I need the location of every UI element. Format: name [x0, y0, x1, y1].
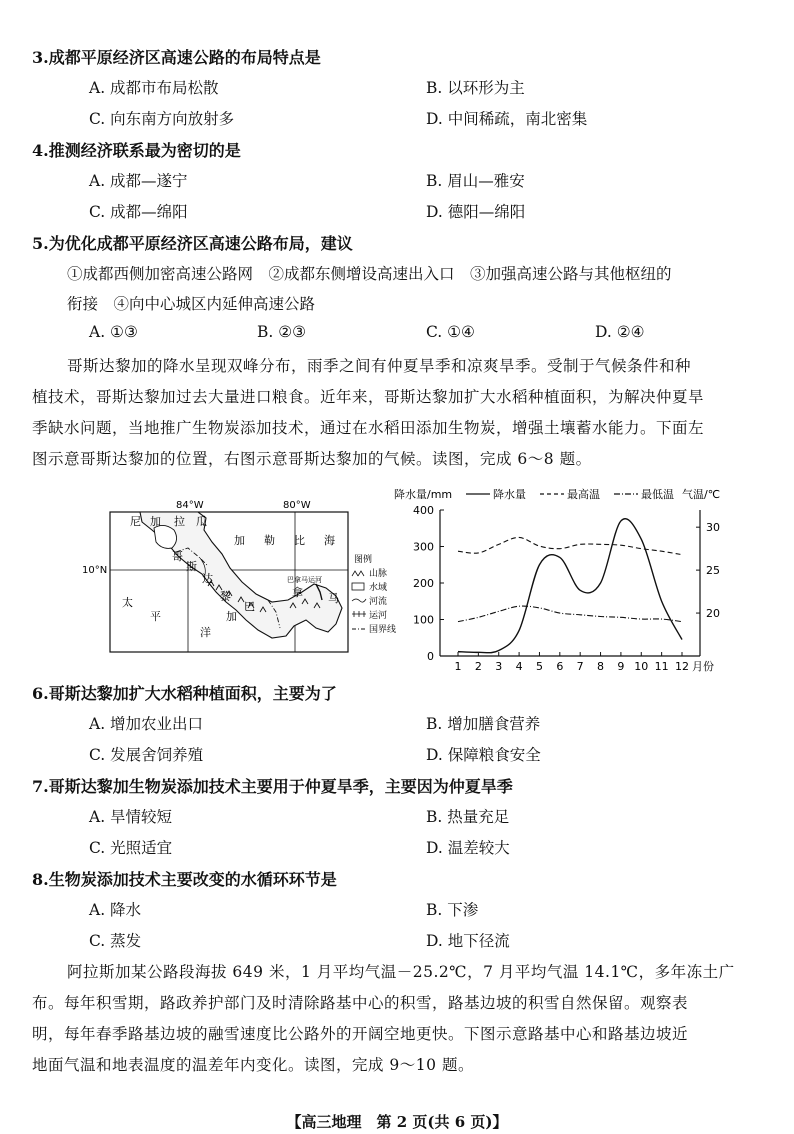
series-line-3 [458, 606, 682, 622]
chart-left-tick-label: 0 [427, 650, 434, 663]
chart-x-tick-label: 2 [474, 660, 482, 673]
q7-option-d: D. 温差较大 [426, 839, 510, 857]
chart-x-tick-label: 12 [675, 660, 689, 673]
label-costa-2: 斯 [186, 560, 197, 573]
legend-item-water: 水域 [369, 583, 388, 593]
chart-x-tick-label: 1 [454, 660, 462, 673]
chart-x-unit-label: 月份 [692, 660, 714, 673]
label-pacific-2: 平 [150, 610, 161, 623]
q4-option-d: D. 德阳—绵阳 [426, 203, 526, 221]
page-footer: 【高三地理 第 2 页(共 6 页)】 [286, 1113, 508, 1131]
question-7-stem: 7.哥斯达黎加生物炭添加技术主要用于仲夏旱季，主要因为仲夏旱季 [32, 777, 513, 796]
label-nicaragua-4: 瓜 [196, 515, 207, 528]
q6-option-d: D. 保障粮食安全 [426, 746, 541, 764]
legend-item-border: 国界线 [369, 625, 397, 635]
chart-axes [413, 504, 720, 673]
label-costa-3: 达 [202, 572, 213, 585]
legend-water-icon [352, 583, 364, 590]
chart-x-tick-label: 9 [617, 660, 625, 673]
q5-statements-line-2: 衔接 ④向中心城区内延伸高速公路 [67, 295, 316, 313]
q6-option-c: C. 发展舍饲养殖 [89, 746, 204, 764]
q5-option-a: A. ①③ [89, 323, 138, 341]
intro-paragraph-2-line-4: 地面气温和地表温度的温差年内变化。读图，完成 9～10 题。 [32, 1056, 474, 1074]
legend-item-river: 河流 [369, 597, 388, 607]
q8-option-a: A. 降水 [89, 901, 142, 919]
q5-option-d: D. ②④ [595, 323, 645, 341]
legend-canal-icon [352, 611, 366, 617]
q6-option-a: A. 增加农业出口 [89, 715, 204, 733]
chart-left-axis-label: 降水量/mm [394, 488, 453, 501]
series-line-2 [458, 537, 682, 554]
q3-option-a: A. 成都市布局松散 [89, 79, 219, 97]
chart-right-tick-label: 25 [706, 564, 720, 578]
label-caribbean-2: 勒 [264, 534, 275, 547]
chart-x-tick-label: 8 [597, 660, 605, 673]
lon-label-84w: 84°W [176, 500, 204, 511]
chart-x-tick-label: 3 [495, 660, 503, 673]
chart-x-tick-label: 11 [654, 660, 669, 673]
series-line-1 [458, 519, 682, 653]
intro-paragraph-2-line-1: 阿拉斯加某公路段海拔 649 米，1 月平均气温－25.2℃，7 月平均气温 14.1℃，多年冻土广 [67, 963, 735, 981]
map-legend [352, 553, 396, 635]
intro-paragraph-1-line-3: 季缺水问题，当地推广生物炭添加技术，通过在水稻田添加生物炭，增强土壤蓄水能力。下面左 [32, 419, 705, 437]
question-4-stem: 4.推测经济联系最为密切的是 [32, 141, 241, 160]
label-panama-1: 巴 [244, 600, 255, 613]
intro-paragraph-1-line-4: 图示意哥斯达黎加的位置，右图示意哥斯达黎加的气候。读图，完成 6～8 题。 [32, 450, 592, 468]
chart-right-tick-label: 20 [706, 607, 720, 621]
q5-statements-line-1: ①成都西侧加密高速公路网 ②成都东侧增设高速出入口 ③加强高速公路与其他枢纽的 [67, 265, 672, 283]
label-costa-1: 哥 [172, 550, 183, 563]
chart-x-tick-label: 6 [556, 660, 564, 673]
legend-title: 图例 [354, 555, 373, 565]
q5-option-c: C. ①④ [426, 323, 475, 341]
chart-x-tick-label: 5 [535, 660, 543, 673]
q6-option-b: B. 增加膳食营养 [426, 715, 541, 733]
q7-option-c: C. 光照适宜 [89, 839, 173, 857]
lon-label-80w: 80°W [283, 500, 311, 511]
q3-option-c: C. 向东南方向放射多 [89, 110, 235, 128]
label-pacific-3: 洋 [200, 626, 211, 639]
q8-option-d: D. 地下径流 [426, 932, 510, 950]
lat-label-10n: 10°N [82, 565, 108, 576]
q4-option-b: B. 眉山—雅安 [426, 172, 525, 190]
legend-river-icon [352, 599, 366, 602]
label-caribbean-4: 海 [324, 534, 335, 547]
q5-option-b: B. ②③ [257, 323, 307, 341]
question-3-stem: 3.成都平原经济区高速公路的布局特点是 [32, 48, 321, 67]
label-pacific-1: 太 [122, 596, 133, 609]
costa-rica-location-map [80, 496, 400, 656]
q8-option-b: B. 下渗 [426, 901, 479, 919]
intro-paragraph-2-line-2: 布。每年积雪期，路政养护部门及时清除路基中心的积雪，路基边坡的积雪自然保留。观察表 [32, 994, 689, 1012]
q3-option-b: B. 以环形为主 [426, 79, 525, 97]
q7-option-a: A. 旱情较短 [89, 808, 173, 826]
legend-item-canal: 运河 [369, 611, 388, 621]
chart-x-tick-label: 4 [515, 660, 523, 673]
legend-max: 最高温 [567, 488, 600, 501]
q7-option-b: B. 热量充足 [426, 808, 510, 826]
q4-option-c: C. 成都—绵阳 [89, 203, 188, 221]
chart-left-tick-label: 100 [413, 613, 434, 627]
q8-option-c: C. 蒸发 [89, 932, 142, 950]
chart-x-tick-label: 7 [576, 660, 584, 673]
chart-left-tick-label: 300 [413, 540, 434, 554]
chart-lines [458, 519, 682, 653]
chart-legend [466, 487, 674, 501]
label-costa-4: 黎 [220, 590, 231, 603]
chart-x-tick-label: 10 [634, 660, 649, 673]
intro-paragraph-2-line-3: 明，每年春季路基边坡的融雪速度比公路外的开阔空地更快。下图示意路基中心和路基边坡近 [32, 1025, 689, 1043]
label-nicaragua-1: 尼 [130, 515, 141, 528]
label-panama-canal: 巴拿马运河 [287, 576, 322, 584]
intro-paragraph-1-line-1: 哥斯达黎加的降水呈现双峰分布，雨季之间有仲夏旱季和凉爽旱季。受制于气候条件和种 [67, 357, 692, 375]
q3-option-d: D. 中间稀疏，南北密集 [426, 110, 588, 128]
legend-item-mountain: 山脉 [369, 569, 388, 579]
label-caribbean-1: 加 [234, 534, 245, 547]
question-8-stem: 8.生物炭添加技术主要改变的水循环环节是 [32, 870, 337, 889]
label-nicaragua-2: 加 [150, 515, 161, 528]
chart-right-axis-label: 气温/℃ [682, 488, 721, 501]
label-nicaragua-3: 拉 [174, 515, 185, 528]
label-panama-2: 拿 [292, 586, 303, 599]
costa-rica-climate-chart [392, 484, 732, 674]
label-costa-5: 加 [226, 610, 237, 623]
question-5-stem: 5.为优化成都平原经济区高速公路布局，建议 [32, 234, 353, 253]
chart-right-tick-label: 30 [706, 521, 720, 535]
chart-left-tick-label: 400 [413, 504, 434, 517]
chart-left-tick-label: 200 [413, 577, 434, 590]
legend-mountain-icon [352, 571, 364, 576]
label-panama-3: 马 [328, 592, 339, 605]
legend-precip: 降水量 [493, 488, 526, 501]
question-6-stem: 6.哥斯达黎加扩大水稻种植面积，主要为了 [32, 684, 337, 703]
intro-paragraph-1-line-2: 植技术，哥斯达黎加过去大量进口粮食。近年来，哥斯达黎加扩大水稻种植面积，为解决仲夏旱 [32, 388, 705, 406]
legend-min: 最低温 [641, 488, 674, 501]
q4-option-a: A. 成都—遂宁 [89, 172, 188, 190]
label-caribbean-3: 比 [294, 534, 305, 547]
